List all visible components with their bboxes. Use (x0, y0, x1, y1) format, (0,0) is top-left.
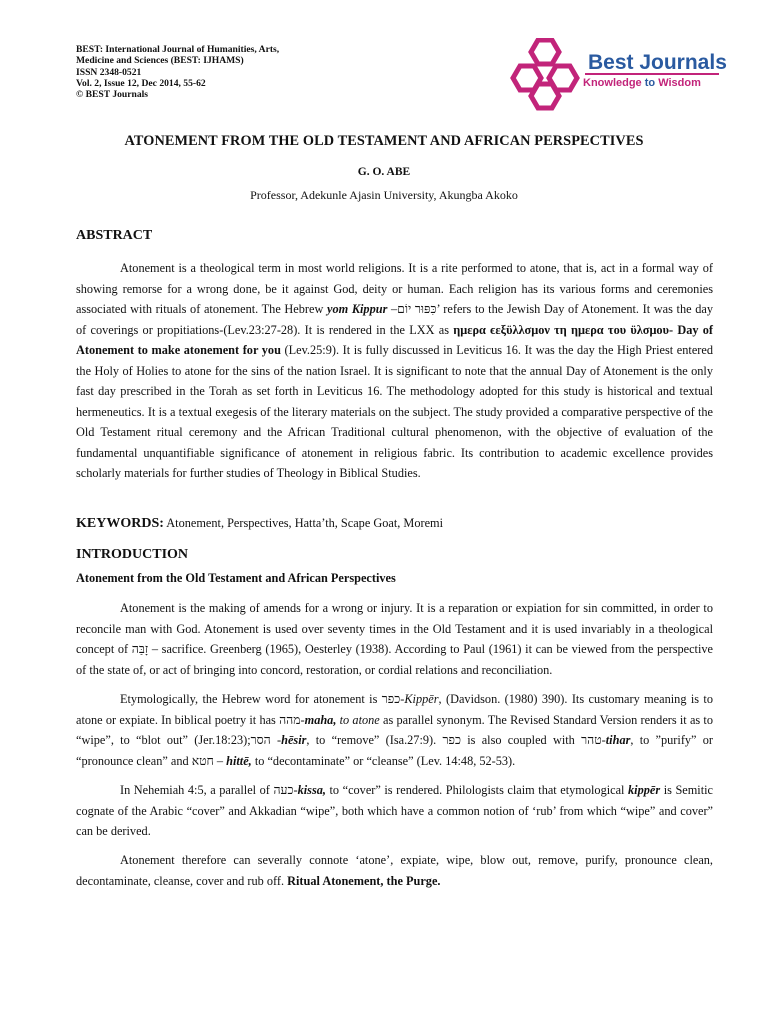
hexagon-cluster-icon (507, 38, 587, 112)
logo-title: Best Journals (588, 51, 727, 74)
intro-paragraph-2: Etymologically, the Hebrew word for atonement is כפר-Kippēr, (Davidson. (1980) 390). Its customary meaning is to atone or expiate. In biblical poetry it has מהה-maha, to atone as parallel synonym. The Revised Standard Version renders it as to “wipe”, to “blot out” (Jer.18:23);הסר -hēsir, to “remove” (Isa.27:9). כפר is also coupled with טהר-tihar, to ”purify” or “pronounce clean” and חטא – hittē, to “decontaminate” or “cleanse” (Lev. 14:48, 52-53). (76, 692, 714, 768)
abstract-heading: ABSTRACT (76, 228, 153, 243)
keywords-list: Atonement, Perspectives, Hatta’th, Scape Goat, Moremi (163, 516, 444, 530)
volume-issue: Vol. 2, Issue 12, Dec 2014, 55-62 (76, 77, 206, 89)
paper-title: ATONEMENT FROM THE OLD TESTAMENT AND AFRICAN PERSPECTIVES (124, 133, 644, 149)
keywords-label: KEYWORDS: (76, 516, 164, 531)
introduction-heading: INTRODUCTION (76, 547, 189, 562)
journal-name-line1: BEST: International Journal of Humanities, Arts, (76, 44, 280, 55)
keywords (76, 516, 443, 532)
intro-paragraph-4: Atonement therefore can severally connote ‘atone’, expiate, wipe, blow out, remove, purify, pronounce clean, decontaminate, cleanse, cover and rub off. Ritual Atonement, the Purge. (76, 853, 713, 888)
tagline-knowledge: Knowledge (583, 77, 642, 89)
abstract-paragraph: Atonement is a theological term in most world religions. It is a rite performed to atone, that is, act in a formal way of showing remorse for a wrong done, be it against God, deity or human. Each religion has its various forms and ceremonies associated with rituals of atonement. The Hebrew yom Kippur –כִּפּוּר יוֹם’ refers to the Jewish Day of Atonement. It was the day of coverings or propitiations-(Lev.23:27-28). It is rendered in the LXX as ημερα ϵεξϋλλσμον τη ημερα του ϋλσμου- Day of Atonement to make atonement for you (Lev.25:9). It is fully discussed in Leviticus 16. It was the day the High Priest entered the Holy of Holies to atone for the sins of the nation Israel. It is significant to note that the annual Day of Atonement is the only fast day prescribed in the Torah as set forth in Leviticus 16. The methodology adopted for this study is historical and textual hermeneutics. It is a textual exegesis of the literary materials on the subject. The study provided a comparative perspective of the Old Testament ritual ceremony and the African Traditional cultural phenomenon, with the objective of evaluation of the fundamental unquantifiable significance of atonement in religious fabric. Its contribution to academic excellence provides scholarly materials for further studies of Theology in Biblical Studies. (76, 261, 713, 480)
intro-paragraph-3: In Nehemiah 4:5, a parallel of כעה-kissa, to “cover” is rendered. Philologists claim that etymological kippēr is Semitic cognate of the Arabic “cover” and Akkadian “wipe”, both which have a common notion of ‘rub’ from which “wipe” and cover” can be derived. (76, 783, 714, 838)
journal-name-line2: Medicine and Sciences (BEST: IJHAMS) (76, 55, 244, 67)
author: G. O. ABE (357, 166, 411, 178)
affiliation: Professor, Adekunle Ajasin University, Akungba Akoko (250, 188, 518, 202)
tagline-to: to (644, 77, 656, 89)
best-journals-logo (507, 38, 727, 112)
logo-tagline (583, 77, 701, 89)
introduction-subheading: Atonement from the Old Testament and African Perspectives (76, 571, 396, 585)
copyright: © BEST Journals (76, 89, 149, 101)
tagline-wisdom: Wisdom (658, 77, 701, 89)
intro-paragraph-1: Atonement is the making of amends for a wrong or injury. It is a reparation or expiation for sin committed, in order to reconcile man with God. Atonement is used over seventy times in the Old Testament and it is used invariably in a theological concept of זָבַּה – sacrifice. Greenberg (1965), Oesterley (1938). According to Paul (1961) it can be viewed from the perspective of the state of, or act of bringing into concord, restoration, or cordial relations and reconciliation. (76, 601, 713, 677)
issn: ISSN 2348-0521 (76, 66, 142, 78)
journal-info (76, 44, 376, 100)
